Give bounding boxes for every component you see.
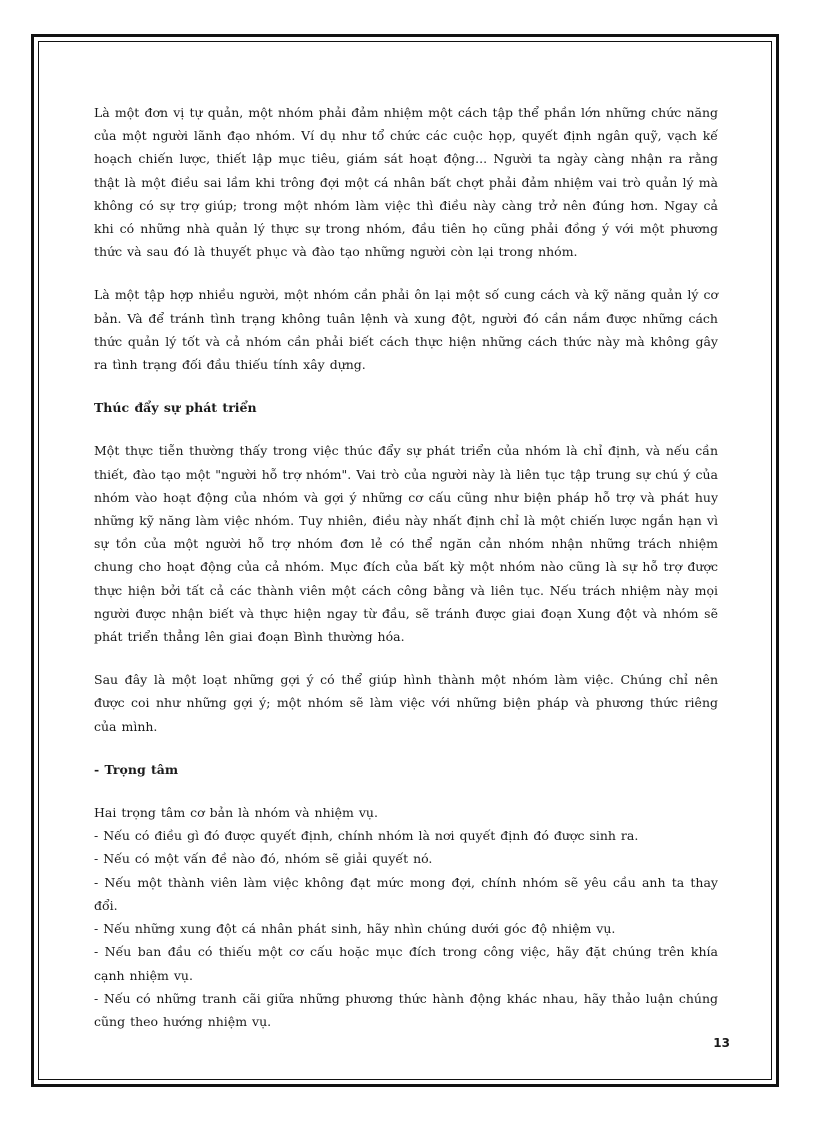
list-item: - Nếu một thành viên làm việc không đạt mức mong đợi, chính nhóm sẽ yêu cầu anh ta thay đổi.: [94, 874, 718, 913]
list-item: Hai trọng tâm cơ bản là nhóm và nhiệm vụ.: [94, 805, 378, 821]
focus-list: [94, 801, 718, 1033]
list-item: - Nếu ban đầu có thiếu một cơ cấu hoặc mục đích trong công việc, hãy đặt chúng trên khía cạnh nhiệm vụ.: [94, 944, 718, 983]
list-item: - Nếu có điều gì đó được quyết định, chính nhóm là nơi quyết định đó được sinh ra.: [94, 828, 639, 844]
paragraph-intro-1: Là một đơn vị tự quản, một nhóm phải đảm nhiệm một cách tập thể phần lớn những chức năng của một người lãnh đạo nhóm. Ví dụ như tổ chức các cuộc họp, quyết định ngân quỹ, vạch kế hoạch chiến lược, thiết lập mục tiêu, giám sát hoạt động... Người ta ngày càng nhận ra rằng thật là một điều sai lầm khi trông đợi một cá nhân bất chợt phải đảm nhiệm vai trò quản lý mà không có sự trợ giúp; trong một nhóm làm việc thì điều này càng trở nên đúng hơn. Ngay cả khi có những nhà quản lý thực sự trong nhóm, đầu tiên họ cũng phải đồng ý với một phương thức và sau đó là thuyết phục và đào tạo những người còn lại trong nhóm.: [94, 105, 718, 260]
paragraph-section-1: Một thực tiễn thường thấy trong việc thúc đẩy sự phát triển của nhóm là chỉ định, và nếu cần thiết, đào tạo một "người hỗ trợ nhóm". Vai trò của người này là liên tục tập trung sự chú ý của nhóm vào hoạt động của nhóm và gợi ý những cơ cấu cũng như biện pháp hỗ trợ và phát huy những kỹ năng làm việc nhóm. Tuy nhiên, điều này nhất định chỉ là một chiến lược ngắn hạn vì sự tồn của một người hỗ trợ nhóm đơn lẻ có thể ngăn cản nhóm nhận những trách nhiệm chung cho hoạt động của cả nhóm. Mục đích của bất kỳ một nhóm nào cũng là sự hỗ trợ được thực hiện bởi tất cả các thành viên một cách công bằng và liên tục. Nếu trách nhiệm này mọi người được nhận biết và thực hiện ngay từ đầu, sẽ tránh được giai đoạn Xung đột và nhóm sẽ phát triển thẳng lên giai đoạn Bình thường hóa.: [94, 443, 718, 645]
list-item: - Nếu có một vấn đề nào đó, nhóm sẽ giải quyết nó.: [94, 851, 433, 867]
paragraph-intro-2: Là một tập hợp nhiều người, một nhóm cần phải ôn lại một số cung cách và kỹ năng quản lý cơ bản. Và để tránh tình trạng không tuân lệnh và xung đột, người đó cần nắm được những cách thức quản lý tốt và cả nhóm cần phải biết cách thực hiện những cách thức này mà không gây ra tình trạng đối đầu thiếu tính xây dựng.: [94, 287, 718, 373]
section-heading-development: Thúc đẩy sự phát triển: [94, 400, 257, 416]
page-number: 13: [713, 1036, 730, 1050]
list-item: - Nếu những xung đột cá nhân phát sinh, hãy nhìn chúng dưới góc độ nhiệm vụ.: [94, 921, 616, 937]
list-item: - Nếu có những tranh cãi giữa những phương thức hành động khác nhau, hãy thảo luận chúng cũng theo hướng nhiệm vụ.: [94, 990, 718, 1029]
section-heading-focus: - Trọng tâm: [94, 761, 179, 777]
paragraph-section-2: Sau đây là một loạt những gợi ý có thể giúp hình thành một nhóm làm việc. Chúng chỉ nên được coi như những gợi ý; một nhóm sẽ làm việc với những biện pháp và phương thức riêng của mình.: [94, 672, 718, 734]
document-body: [94, 101, 718, 1033]
